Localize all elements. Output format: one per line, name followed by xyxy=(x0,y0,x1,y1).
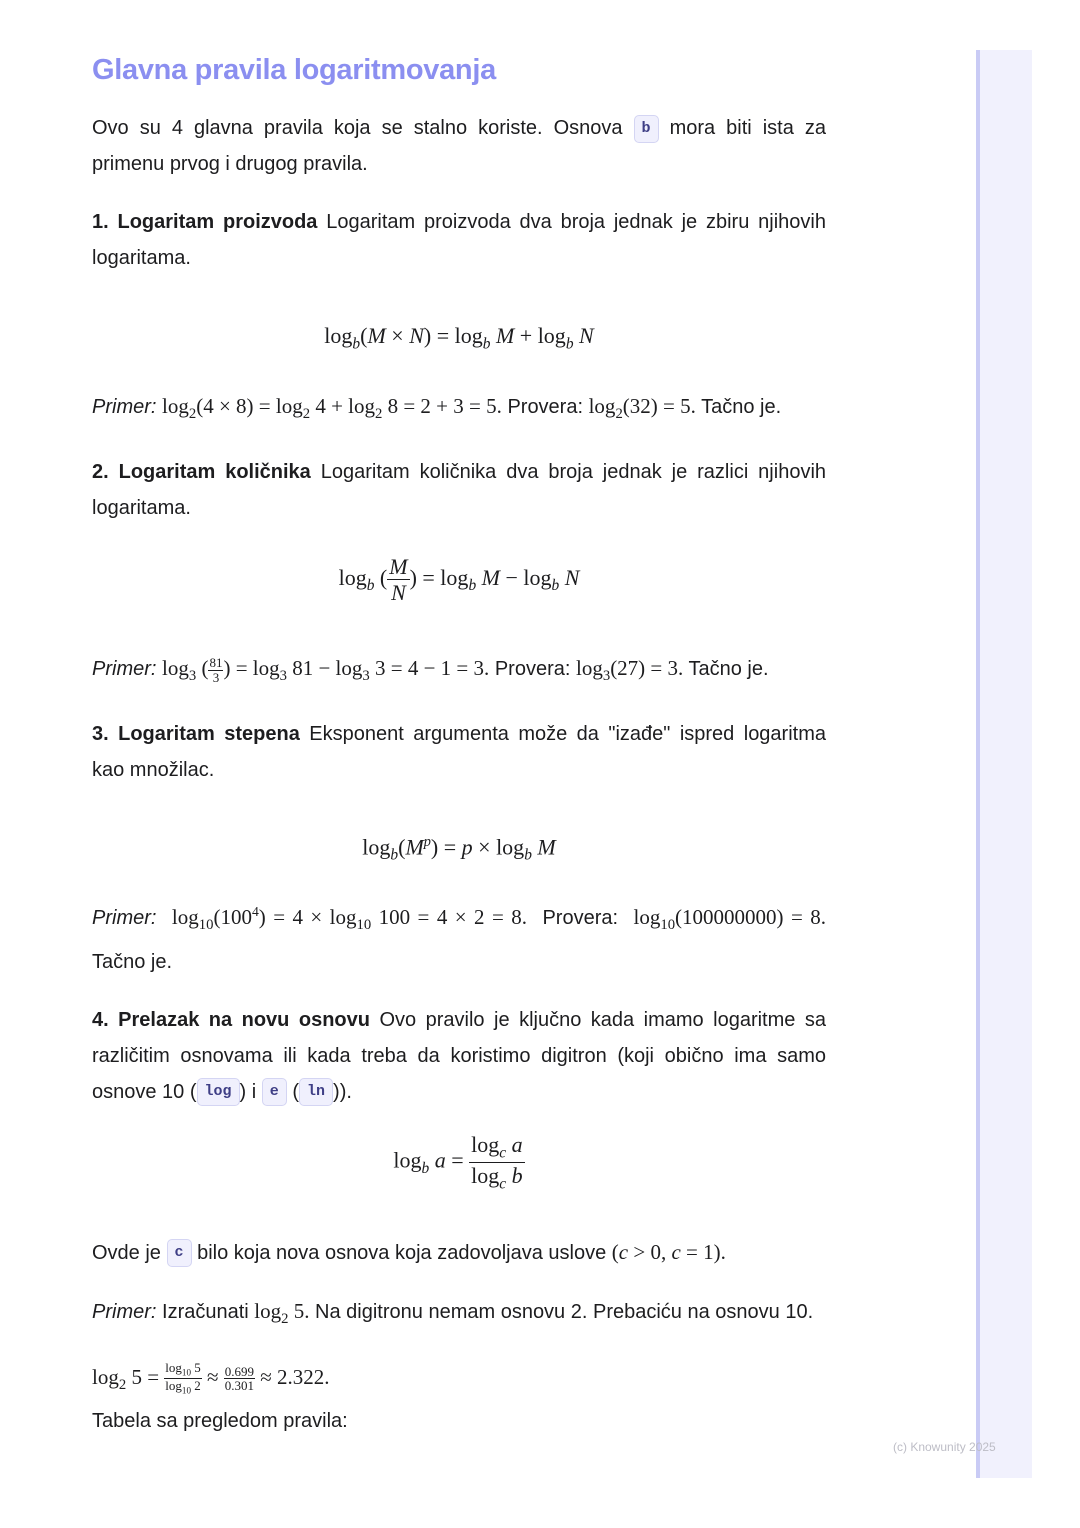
rule-3-paragraph xyxy=(92,716,826,788)
rule-1-text: Logaritam proizvoda dva broja jednak je zbiru njihovih logaritama. xyxy=(92,211,826,269)
note-text-after: bilo koja nova osnova koja zadovoljava uslove xyxy=(197,1241,607,1264)
provera-label: Provera: xyxy=(542,907,619,930)
rule-2-paragraph xyxy=(92,454,826,526)
note-paragraph: Ovde je c bilo koja nova osnova koja zadovoljava uslove (c > 0, c = 1). xyxy=(92,1234,826,1271)
example-4-text: Izračunati xyxy=(162,1300,249,1323)
rule-4-paragraph xyxy=(92,1002,826,1110)
intro-paragraph xyxy=(92,110,826,182)
footer-copyright: (c) Knowunity 2025 xyxy=(893,1440,996,1454)
rule-4-formula: $\log_b a$ = $\frac{\log_c a}{\log_c b}$ xyxy=(393,1131,523,1193)
primer-label: Primer: xyxy=(92,907,157,930)
primer-label: Primer: xyxy=(92,1300,157,1323)
note-text: Ovde je xyxy=(92,1241,161,1264)
rule-2-example: Primer: $\log_3$ ( $\frac{81}{3}$ ) = $\log_3 81 - \log_3 3 = 4 - 1 = 3$. Provera: $\log_3(27) = 3$. Tačno je. xyxy=(92,655,769,685)
correct-text: Tačno je. xyxy=(92,950,173,973)
provera-label: Provera: xyxy=(494,658,571,681)
code-base-b: b xyxy=(634,115,659,143)
rule-4-heading: 4. Prelazak na novu osnovu xyxy=(92,1008,370,1031)
rule-2-formula: $\log_b$ ( $\frac{M}{N}$ ) = $\log_b M - \log_b N$ xyxy=(338,554,580,606)
rule-2-heading: 2. Logaritam količnika xyxy=(92,461,311,484)
rule-4-text: Ovo pravilo je ključno kada imamo logaritme sa različitim osnovama ili kada treba da koristimo digitron (koji obično ima samo osnove 10 ( xyxy=(92,1008,827,1103)
rule-3-example: Primer: $\log_{10}(100^4) = 4 \times \log_{10} 100 = 4 \times 2 = 8$. Provera: $\log_{10}(100000000) = 8$. Tačno je. xyxy=(92,904,826,973)
rule-4-text-end: )). xyxy=(333,1080,352,1103)
correct-text: Tačno je. xyxy=(701,396,782,418)
rule-4-text-paren: ( xyxy=(292,1080,300,1103)
rule-1-formula: $\log_b(M \times N) = \log_b M + \log_b N$ xyxy=(324,323,594,353)
intro-text: Ovo su 4 glavna pravila koja se stalno koriste. Osnova xyxy=(92,117,623,139)
correct-text: Tačno je. xyxy=(688,658,769,681)
code-e: e xyxy=(262,1078,287,1106)
primer-label: Primer: xyxy=(92,396,157,418)
rule-1-paragraph xyxy=(92,204,826,276)
document-content xyxy=(92,52,826,1439)
intro-text-after: mora biti ista za primenu prvog i drugog pravila. xyxy=(92,117,827,175)
right-sidebar xyxy=(976,50,1032,1478)
example-4-calc: $\log_2 5$ = $\frac{\log_{10} 5}{\log_{10} 2}$ ≈ $\frac{0.699}{0.301}$ ≈ 2.322. xyxy=(92,1360,330,1397)
rule-3-formula: $\log_b(M^p) = p \times \log_b M$ xyxy=(362,834,556,865)
page-title: Glavna pravila logaritmovanja xyxy=(92,54,496,86)
example-4-text-after: Na digitronu nemam osnovu 2. Prebaciću na osnovu 10. xyxy=(315,1300,814,1323)
table-intro: Tabela sa pregledom pravila: xyxy=(92,1409,348,1432)
example-4-paragraph: Primer: Izračunati $\log_2 5$. Na digitronu nemam osnovu 2. Prebaciću na osnovu 10. xyxy=(92,1298,814,1327)
rule-1-example: Primer: $\log_2(4 \times 8) = \log_2 4 + \log_2 8 = 2 + 3 = 5$. Provera: $\log_2(32) = 5$. Tačno je. xyxy=(92,394,782,423)
rule-3-heading: 3. Logaritam stepena xyxy=(92,723,300,746)
provera-label: Provera: xyxy=(507,396,584,418)
primer-label: Primer: xyxy=(92,658,157,681)
code-ln: ln xyxy=(299,1078,333,1106)
code-log: log xyxy=(197,1078,240,1106)
rule-3-text: Eksponent argumenta može da "izađe" ispred logaritma kao množilac. xyxy=(92,723,826,782)
rule-4-text-mid: ) i xyxy=(239,1080,257,1103)
rule-1-heading: 1. Logaritam proizvoda xyxy=(92,211,318,233)
code-c: c xyxy=(167,1239,192,1267)
rule-2-text: Logaritam količnika dva broja jednak je razlici njihovih logaritama. xyxy=(92,461,827,520)
